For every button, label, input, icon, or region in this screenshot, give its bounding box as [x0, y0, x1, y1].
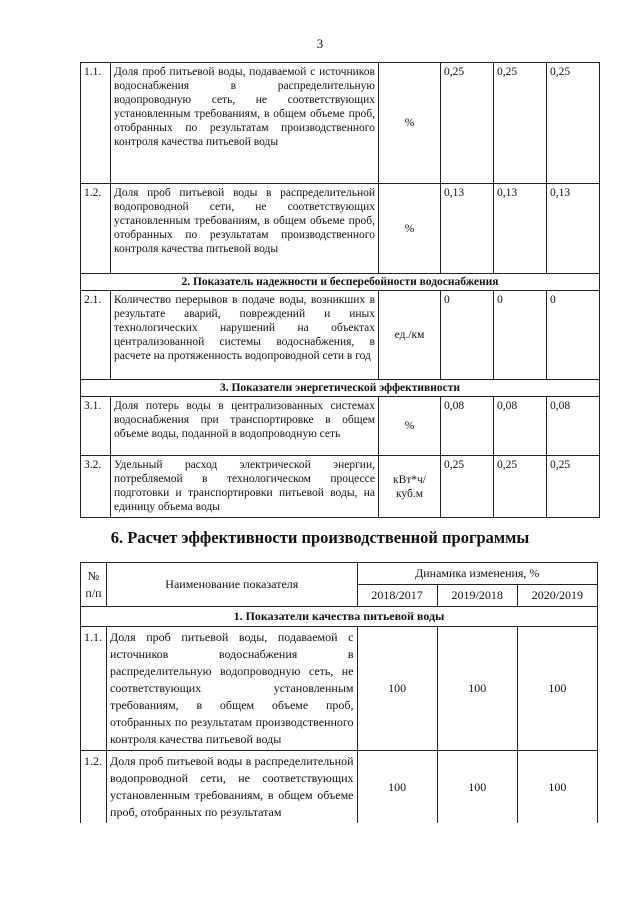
table-row — [81, 291, 600, 380]
value-cell: 0 — [547, 291, 600, 380]
value-cell: 0,25 — [494, 63, 547, 184]
section-row — [81, 274, 600, 291]
row-number: 3.2. — [81, 456, 111, 518]
value-cell: 0 — [441, 291, 494, 380]
table-row — [81, 456, 600, 518]
header-number: № п/п — [81, 563, 107, 607]
indicator-name: Доля проб питьевой воды в распределительной водопроводной сети, не соответствующих установленным требованиям, в общем объеме проб, отобранных по результатам производственного контроля качества питьевой воды — [111, 184, 379, 274]
unit-cell: кВт*ч/ куб.м — [379, 456, 441, 518]
indicator-name: Доля потерь воды в централизованных системах водоснабжения при транспортировке в общем объеме воды, поданной в водопроводную сеть — [111, 397, 379, 456]
header-year: 2020/2019 — [517, 585, 597, 607]
table-row — [81, 397, 600, 456]
indicator-name: Удельный расход электрической энергии, потребляемой в технологическом процессе подготовки и транспортировки питьевой воды, на единицу объема воды — [111, 456, 379, 518]
section-heading: 3. Показатели энергетической эффективности — [81, 380, 600, 397]
unit-cell: ед./км — [379, 291, 441, 380]
section-title: 6. Расчет эффективности производственной программы — [110, 528, 530, 547]
header-dynamics: Динамика изменения, % — [357, 563, 597, 585]
value-cell: 0,13 — [547, 184, 600, 274]
section-row — [81, 607, 598, 627]
value-cell: 100 — [517, 751, 597, 824]
section-row — [81, 380, 600, 397]
value-cell: 0 — [494, 291, 547, 380]
value-cell: 0,25 — [494, 456, 547, 518]
indicator-name: Количество перерывов в подаче воды, возникших в результате аварий, повреждений и иных технологических нарушений на объектах централизованной системы водоснабжения, в расчете на протяженность водопроводной сети в год — [111, 291, 379, 380]
table-row — [81, 184, 600, 274]
indicators-table — [80, 62, 600, 518]
table-row — [81, 627, 598, 751]
indicator-name: Доля проб питьевой воды, подаваемой с источников водоснабжения в распределительную водопроводную сеть, не соответствующих установленным требованиям, в общем объеме проб, отобранных по результатам производственного контроля качества питьевой воды — [107, 627, 357, 751]
value-cell: 0,08 — [547, 397, 600, 456]
unit-cell: % — [379, 184, 441, 274]
value-cell: 0,25 — [547, 63, 600, 184]
value-cell: 100 — [357, 751, 437, 824]
unit-cell: % — [379, 397, 441, 456]
section-heading: 2. Показатель надежности и бесперебойности водоснабжения — [81, 274, 600, 291]
table-row — [81, 751, 598, 824]
value-cell: 100 — [357, 627, 437, 751]
value-cell: 100 — [437, 751, 517, 824]
value-cell: 0,08 — [441, 397, 494, 456]
value-cell: 0,08 — [494, 397, 547, 456]
indicator-name: Доля проб питьевой воды, подаваемой с источников водоснабжения в распределительную водопроводную сеть, не соответствующих установленным требованиям, в общем объеме проб, отобранных по результатам производственного контроля качества питьевой воды — [111, 63, 379, 184]
row-number: 1.1. — [81, 63, 111, 184]
value-cell: 0,13 — [441, 184, 494, 274]
value-cell: 100 — [517, 627, 597, 751]
row-number: 1.2. — [81, 751, 107, 824]
table-row — [81, 63, 600, 184]
row-number: 1.2. — [81, 184, 111, 274]
value-cell: 0,25 — [441, 456, 494, 518]
value-cell: 0,25 — [547, 456, 600, 518]
table-header-row — [81, 563, 598, 585]
header-name: Наименование показателя — [107, 563, 357, 607]
row-number: 3.1. — [81, 397, 111, 456]
header-year: 2018/2017 — [357, 585, 437, 607]
value-cell: 100 — [437, 627, 517, 751]
header-year: 2019/2018 — [437, 585, 517, 607]
row-number: 1.1. — [81, 627, 107, 751]
page-number: 3 — [316, 36, 324, 51]
unit-cell: % — [379, 63, 441, 184]
row-number: 2.1. — [81, 291, 111, 380]
efficiency-table — [80, 562, 598, 823]
indicator-name: Доля проб питьевой воды в распределительной водопроводной сети, не соответствующих установленным требованиям, в общем объеме проб, отобранных по результатам — [107, 751, 357, 824]
value-cell: 0,25 — [441, 63, 494, 184]
value-cell: 0,13 — [494, 184, 547, 274]
section-heading: 1. Показатели качества питьевой воды — [81, 607, 598, 627]
